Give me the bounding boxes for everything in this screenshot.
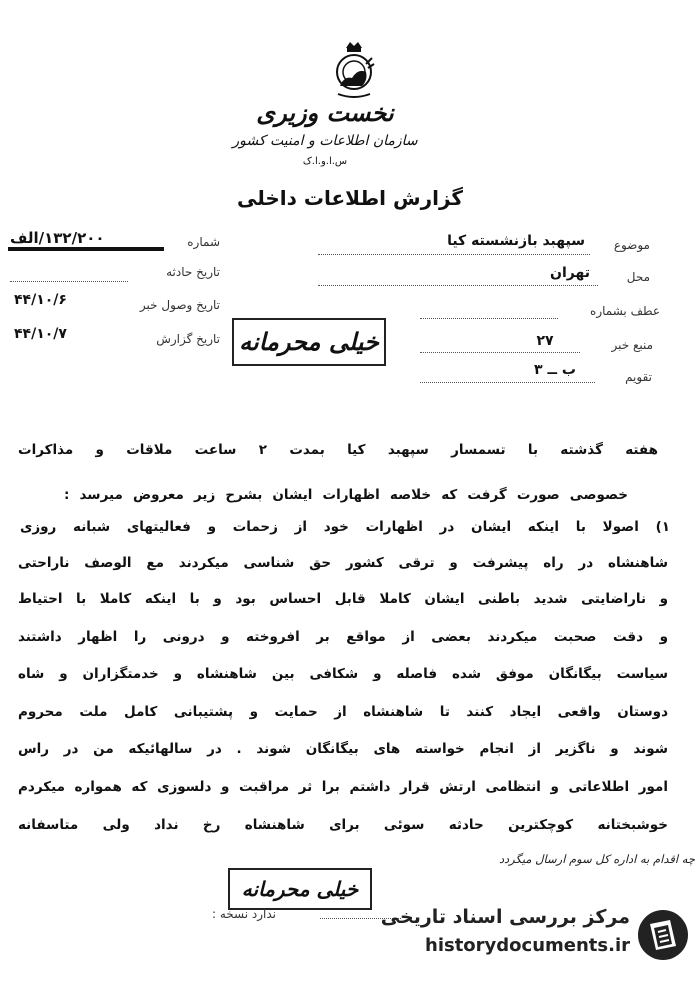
body-line: شوند و ناگزیر از انجام خواسته های بیگانگان شوند . در سالهائیکه من در راس: [18, 741, 668, 757]
place-label: محل: [626, 270, 650, 284]
body-line: خوشبختانه کوچکترین حادثه سوئی برای شاهنشاه رخ نداد ولی متاسفانه: [18, 817, 668, 833]
receipt-date-value: ۴۴/۱۰/۶: [14, 292, 67, 308]
number-label: شماره: [187, 235, 220, 249]
body-line: امور اطلاعاتی و انتظامی ارتش قرار داشتم برا ثر مراقبت و دلسوزی که همواره میکردم: [18, 779, 668, 795]
report-title: گزارش اطلاعات داخلی: [236, 186, 464, 210]
subject-line: [318, 254, 590, 255]
report-date-value: ۴۴/۱۰/۷: [14, 326, 67, 342]
classification-stamp-bottom: خیلی محرمانه: [228, 868, 372, 910]
ref-label: عطف بشماره: [590, 304, 660, 318]
source-value: ۲۷: [536, 333, 554, 349]
report-date-label: تاریخ گزارش: [156, 332, 220, 346]
place-value: تهران: [550, 265, 590, 281]
source-label: منبع خبر: [611, 338, 653, 352]
copy-label: ندارد نسخه :: [211, 907, 276, 921]
classification-stamp: خیلی محرمانه: [232, 318, 386, 366]
watermark-url: historydocuments.ir: [425, 935, 630, 956]
lion-and-sun-emblem-icon: [322, 38, 386, 102]
archive-logo-icon: [636, 908, 690, 962]
body-line: خصوصی صورت گرفت که خلاصه اظهارات ایشان بشرح زیر معروض میرسد :: [64, 487, 628, 503]
body-line: ۱) اصولا با اینکه ایشان در اظهارات خود از زحمات و فعالیتهای شبانه روزی: [20, 519, 670, 535]
source-line: [420, 352, 580, 353]
body-line: و ناراضایتی شدید باطنی ایشان کاملا قابل احساس بود و با اینکه کاملا با احتیاط: [18, 591, 668, 607]
rating-label: تقویم: [625, 370, 652, 384]
ref-line: [420, 318, 558, 319]
place-line: [318, 285, 598, 286]
body-line: سیاست بیگانگان موفق شده فاصله و شکافی بین شاهنشاه و خدمتگزاران و شاه: [18, 666, 668, 682]
number-underline: [8, 247, 164, 251]
org-code: س.ا.و.ا.ک: [302, 156, 348, 167]
subject-value: سپهبد بازنشسته کیا: [447, 233, 585, 249]
org-subtitle: سازمان اطلاعات و امنیت کشور: [232, 133, 418, 149]
incident-date-label: تاریخ حادثه: [166, 265, 220, 279]
subject-label: موضوع: [613, 238, 650, 252]
incident-date-line: [10, 281, 128, 282]
org-name: نخست وزیری: [256, 98, 394, 127]
body-line: و دقت صحبت میکردند بعضی از مواقع بر افروخته و درونی را اظهار داشتند: [18, 629, 668, 645]
watermark-name: مرکز بررسی اسناد تاریخی: [380, 906, 630, 928]
rating-value: ب ــ ۳: [534, 362, 576, 378]
receipt-date-label: تاریخ وصول خبر: [139, 298, 220, 312]
number-value: ۱۳۲/۲۰۰/الف: [10, 229, 105, 247]
rating-line: [420, 382, 595, 383]
body-line: دوستان واقعی ایجاد کنند تا شاهنشاه از حمایت و پشتیبانی کامل ملت محروم: [18, 704, 668, 720]
body-line: شاهنشاه در راه پیشرفت و ترقی کشور حق شناسی میکردند مع الوصف ناراحتی: [18, 555, 668, 571]
body-line: هفته گذشته با تسمسار سپهبد کیا بمدت ۲ ساعت ملاقات و مذاکرات: [18, 442, 659, 458]
marginal-note: چه اقدام به اداره کل سوم ارسال میگردد: [498, 852, 695, 866]
